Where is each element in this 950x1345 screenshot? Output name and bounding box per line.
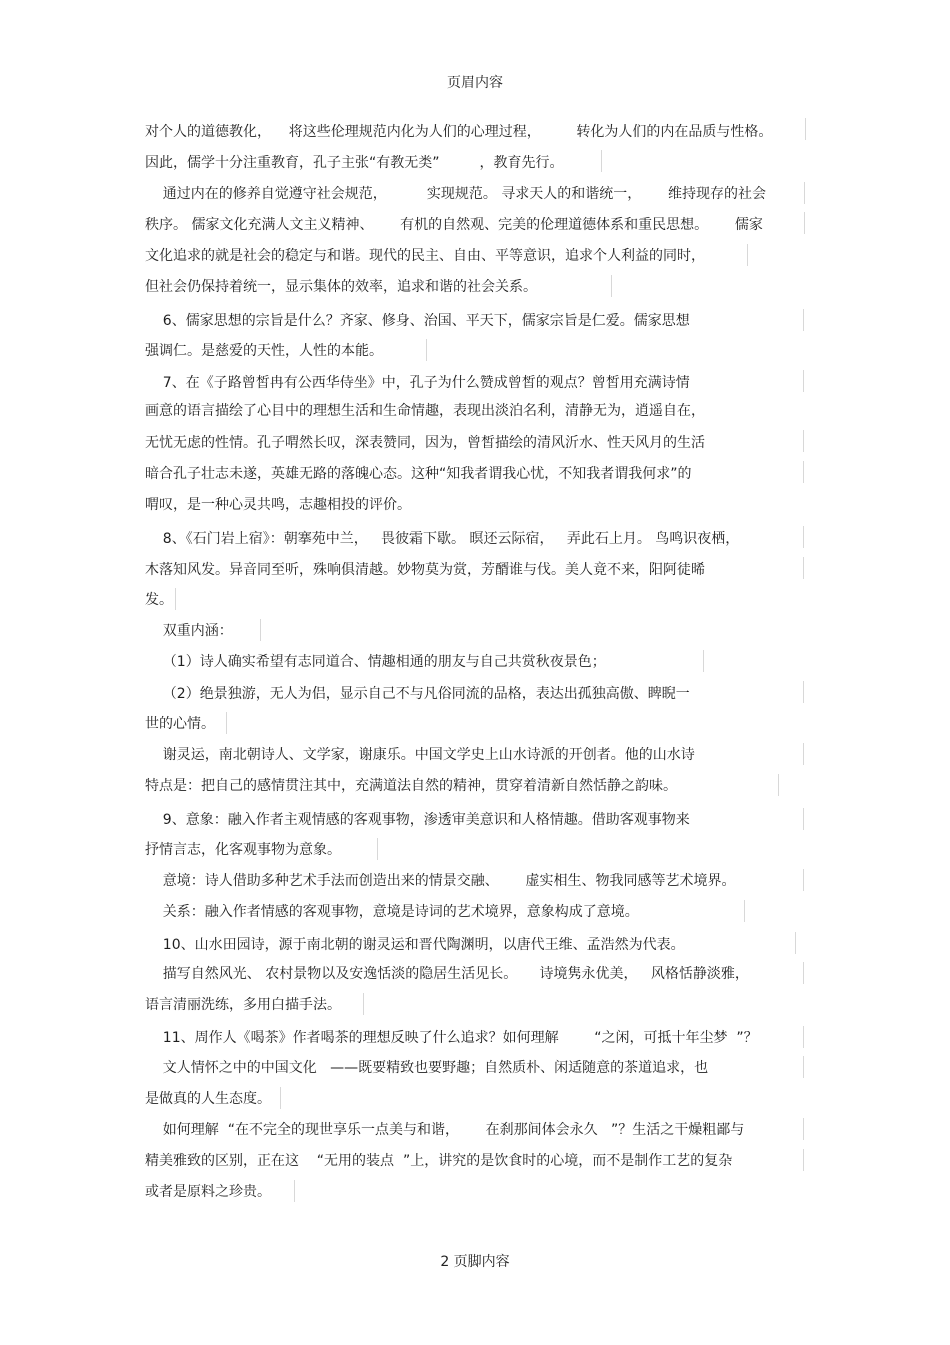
scan-edge <box>803 370 804 392</box>
text-line: 7、在《子路曾皙冉有公西华侍坐》中，孔子为什么赞成曾皙的观点？曾皙用充满诗情 <box>145 375 690 391</box>
text-line: （1）诗人确实希望有志同道合、情趣相通的朋友与自己共赏秋夜景色； <box>145 654 606 670</box>
scan-edge <box>426 339 427 361</box>
scan-edge <box>778 774 779 796</box>
scan-edge <box>744 900 745 922</box>
text-line: 喟叹，是一种心灵共鸣，志趣相投的评价。 <box>145 497 411 513</box>
scan-edge <box>803 1118 804 1140</box>
scan-edge <box>803 1149 804 1171</box>
text-line: 关系：融入作者情感的客观事物，意境是诗词的艺术境界，意象构成了意境。 <box>145 904 639 920</box>
text-line: 特点是：把自己的感情贯注其中，充满道法自然的精神，贯穿着清新自然恬静之韵味。 <box>145 778 677 794</box>
text-line: 木落知风发。异音同至听，殊响俱清越。妙物莫为赏，芳醑谁与伐。美人竟不来，阳阿徒晞 <box>145 562 705 578</box>
text-line: 9、意象：融入作者主观情感的客观事物，渗透审美意识和人格情趣。借助客观事物来 <box>145 812 690 828</box>
scan-edge <box>795 932 796 954</box>
scan-edge <box>260 619 261 641</box>
text-line: 文人情怀之中的中国文化 ——既要精致也要野趣；自然质朴、闲适随意的茶道追求，也 <box>145 1060 709 1076</box>
scan-edge <box>363 993 364 1015</box>
scan-edge <box>294 1180 295 1202</box>
scan-edge <box>226 712 227 734</box>
scan-edge <box>703 650 704 672</box>
scan-edge <box>803 743 804 765</box>
scan-edge <box>803 309 804 331</box>
text-line: 意境：诗人借助多种艺术手法而创造出来的情景交融、 虚实相生、物我同感等艺术境界。 <box>145 873 736 889</box>
text-line: 世的心情。 <box>145 716 215 732</box>
text-line: 秩序。 儒家文化充满人文主义精神、 有机的自然观、完美的伦理道德体系和重民思想。 儒家 <box>145 217 763 233</box>
page-footer: 2 页脚内容 <box>440 1254 510 1270</box>
text-line: 通过内在的修养自觉遵守社会规范， 实现规范。 寻求天人的和谐统一， 维持现存的社会 <box>145 186 767 202</box>
scan-edge <box>803 681 804 703</box>
scan-edge <box>377 838 378 860</box>
scan-edge <box>601 150 602 172</box>
text-line: 描写自然风光、 农村景物以及安逸恬淡的隐居生活见长。 诗境隽永优美， 风格恬静淡雅， <box>145 966 749 982</box>
scan-edge <box>804 212 805 234</box>
text-line: 强调仁。是慈爱的天性，人性的本能。 <box>145 343 383 359</box>
text-line: 6、儒家思想的宗旨是什么？齐家、修身、治国、平天下，儒家宗旨是仁爱。儒家思想 <box>145 313 690 329</box>
text-line: 画意的语言描绘了心目中的理想生活和生命情趣，表现出淡泊名利，清静无为，逍遥自在， <box>145 403 705 419</box>
scan-edge <box>803 430 804 452</box>
scan-edge <box>803 557 804 579</box>
text-line: 8、《石门岩上宿》：朝搴苑中兰， 畏彼霜下歇。 暝还云际宿， 弄此石上月。 鸟鸣识夜栖， <box>145 531 740 547</box>
text-line: 精美雅致的区别，正在这 “无用的装点 ”上，讲究的是饮食时的心境，而不是制作工艺的复杂 <box>145 1153 733 1169</box>
text-line: 如何理解 “在不完全的现世享乐一点美与和谐， 在刹那间体会永久 ”？生活之干燥粗鄙与 <box>145 1122 745 1138</box>
scan-edge <box>803 526 804 548</box>
scan-edge <box>805 118 806 140</box>
scan-edge <box>611 275 612 297</box>
text-line: 文化追求的就是社会的稳定与和谐。现代的民主、自由、平等意识，追求个人利益的同时， <box>145 248 705 264</box>
text-line: 暗合孔子壮志未遂，英雄无路的落魄心态。这种“知我者谓我心忧，不知我者谓我何求”的 <box>145 466 692 482</box>
scan-edge <box>804 182 805 204</box>
text-line: 谢灵运，南北朝诗人、文学家，谢康乐。中国文学史上山水诗派的开创者。他的山水诗 <box>145 747 695 763</box>
text-line: 双重内涵： <box>145 623 233 639</box>
text-line: 是做真的人生态度。 <box>145 1091 271 1107</box>
text-line: 10、山水田园诗，源于南北朝的谢灵运和晋代陶渊明，以唐代王维、孟浩然为代表。 <box>145 937 685 953</box>
scan-edge <box>280 1087 281 1109</box>
text-line: 抒情言志，化客观事物为意象。 <box>145 842 341 858</box>
text-line: 发。 <box>145 592 173 608</box>
scan-edge <box>803 808 804 830</box>
text-line: 但社会仍保持着统一，显示集体的效率，追求和谐的社会关系。 <box>145 279 537 295</box>
text-line: 11、周作人《喝茶》作者喝茶的理想反映了什么追求？如何理解 “之闲，可抵十年尘梦 ”？ <box>145 1030 758 1046</box>
scan-edge <box>803 1026 804 1048</box>
text-line: （2）绝景独游，无人为侣，显示自己不与凡俗同流的品格，表达出孤独高傲、睥睨一 <box>145 686 690 702</box>
scan-edge <box>803 1056 804 1078</box>
text-line: 因此，儒学十分注重教育，孔子主张“有教无类” ，教育先行。 <box>145 155 564 171</box>
page-header: 页眉内容 <box>447 75 503 91</box>
scan-edge <box>803 461 804 483</box>
text-line: 或者是原料之珍贵。 <box>145 1184 271 1200</box>
scan-edge <box>747 244 748 266</box>
text-line: 语言清丽洗练，多用白描手法。 <box>145 997 341 1013</box>
scan-edge <box>175 588 176 610</box>
scan-edge <box>803 962 804 984</box>
text-line: 对个人的道德教化， 将这些伦理规范内化为人们的心理过程， 转化为人们的内在品质与性格。 <box>145 124 773 140</box>
text-line: 无忧无虑的性情。孔子喟然长叹，深表赞同，因为，曾皙描绘的清风沂水、性天风月的生活 <box>145 435 705 451</box>
scan-edge <box>803 869 804 891</box>
